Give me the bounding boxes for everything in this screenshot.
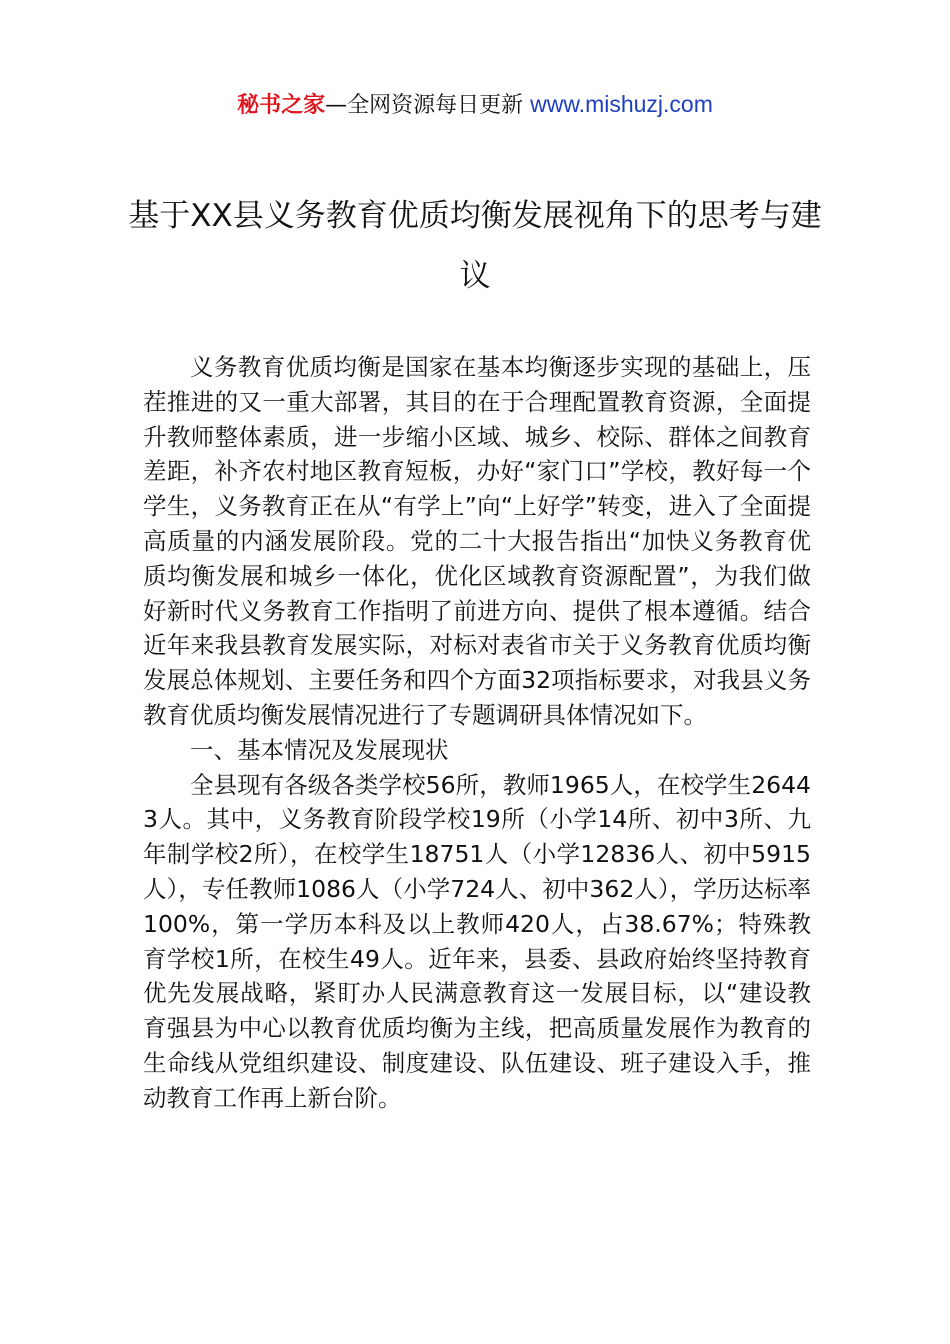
document-title: 基于XX县义务教育优质均衡发展视角下的思考与建议 bbox=[128, 198, 822, 294]
status-paragraph: 全县现有各级各类学校56所，教师1965人，在校学生26443人。其中，义务教育阶段学校19所（小学14所、初中3所、九年制学校2所），在校学生18751人（小学12836人、初中5915人），专任教师1086人（小学724人、初中362人），学历达标率100%，第一学历本科及以上教师420人，占38.67%；特殊教育学校1所，在校生49人。近年来，县委、县政府始终坚持教育优先发展战略，紧盯办人民满意教育这一发展目标，以“建设教育强县为中心以教育优质均衡为主线，把高质量发展作为教育的生命线从党组织建设、制度建设、队伍建设、班子建设入手，推动教育工作再上新台阶。 bbox=[143, 770, 811, 1112]
site-header bbox=[0, 88, 950, 122]
intro-paragraph: 义务教育优质均衡是国家在基本均衡逐步实现的基础上，压茬推进的又一重大部署，其目的在于合理配置教育资源，全面提升教师整体素质，进一步缩小区域、城乡、校际、群体之间教育差距，补齐农村地区教育短板，办好“家门口”学校，教好每一个学生，义务教育正在从“有学上”向“上好学”转变，进入了全面提高质量的内涵发展阶段。党的二十大报告指出“加快义务教育优质均衡发展和城乡一体化，优化区域教育资源配置”，为我们做好新时代义务教育工作指明了前进方向、提供了根本遵循。结合近年来我县教育发展实际，对标对表省市关于义务教育优质均衡发展总体规划、主要任务和四个方面32项指标要求，对我县义务教育优质均衡发展情况进行了专题调研具体情况如下。 bbox=[143, 353, 811, 729]
site-brand: 秘书之家 bbox=[237, 93, 326, 118]
document-body bbox=[143, 350, 811, 1116]
section-heading: 一、基本情况及发展现状 bbox=[190, 735, 449, 764]
site-tagline: —全网资源每日更新 bbox=[325, 93, 531, 118]
site-url-link[interactable]: www.mishuzj.com bbox=[530, 91, 713, 117]
